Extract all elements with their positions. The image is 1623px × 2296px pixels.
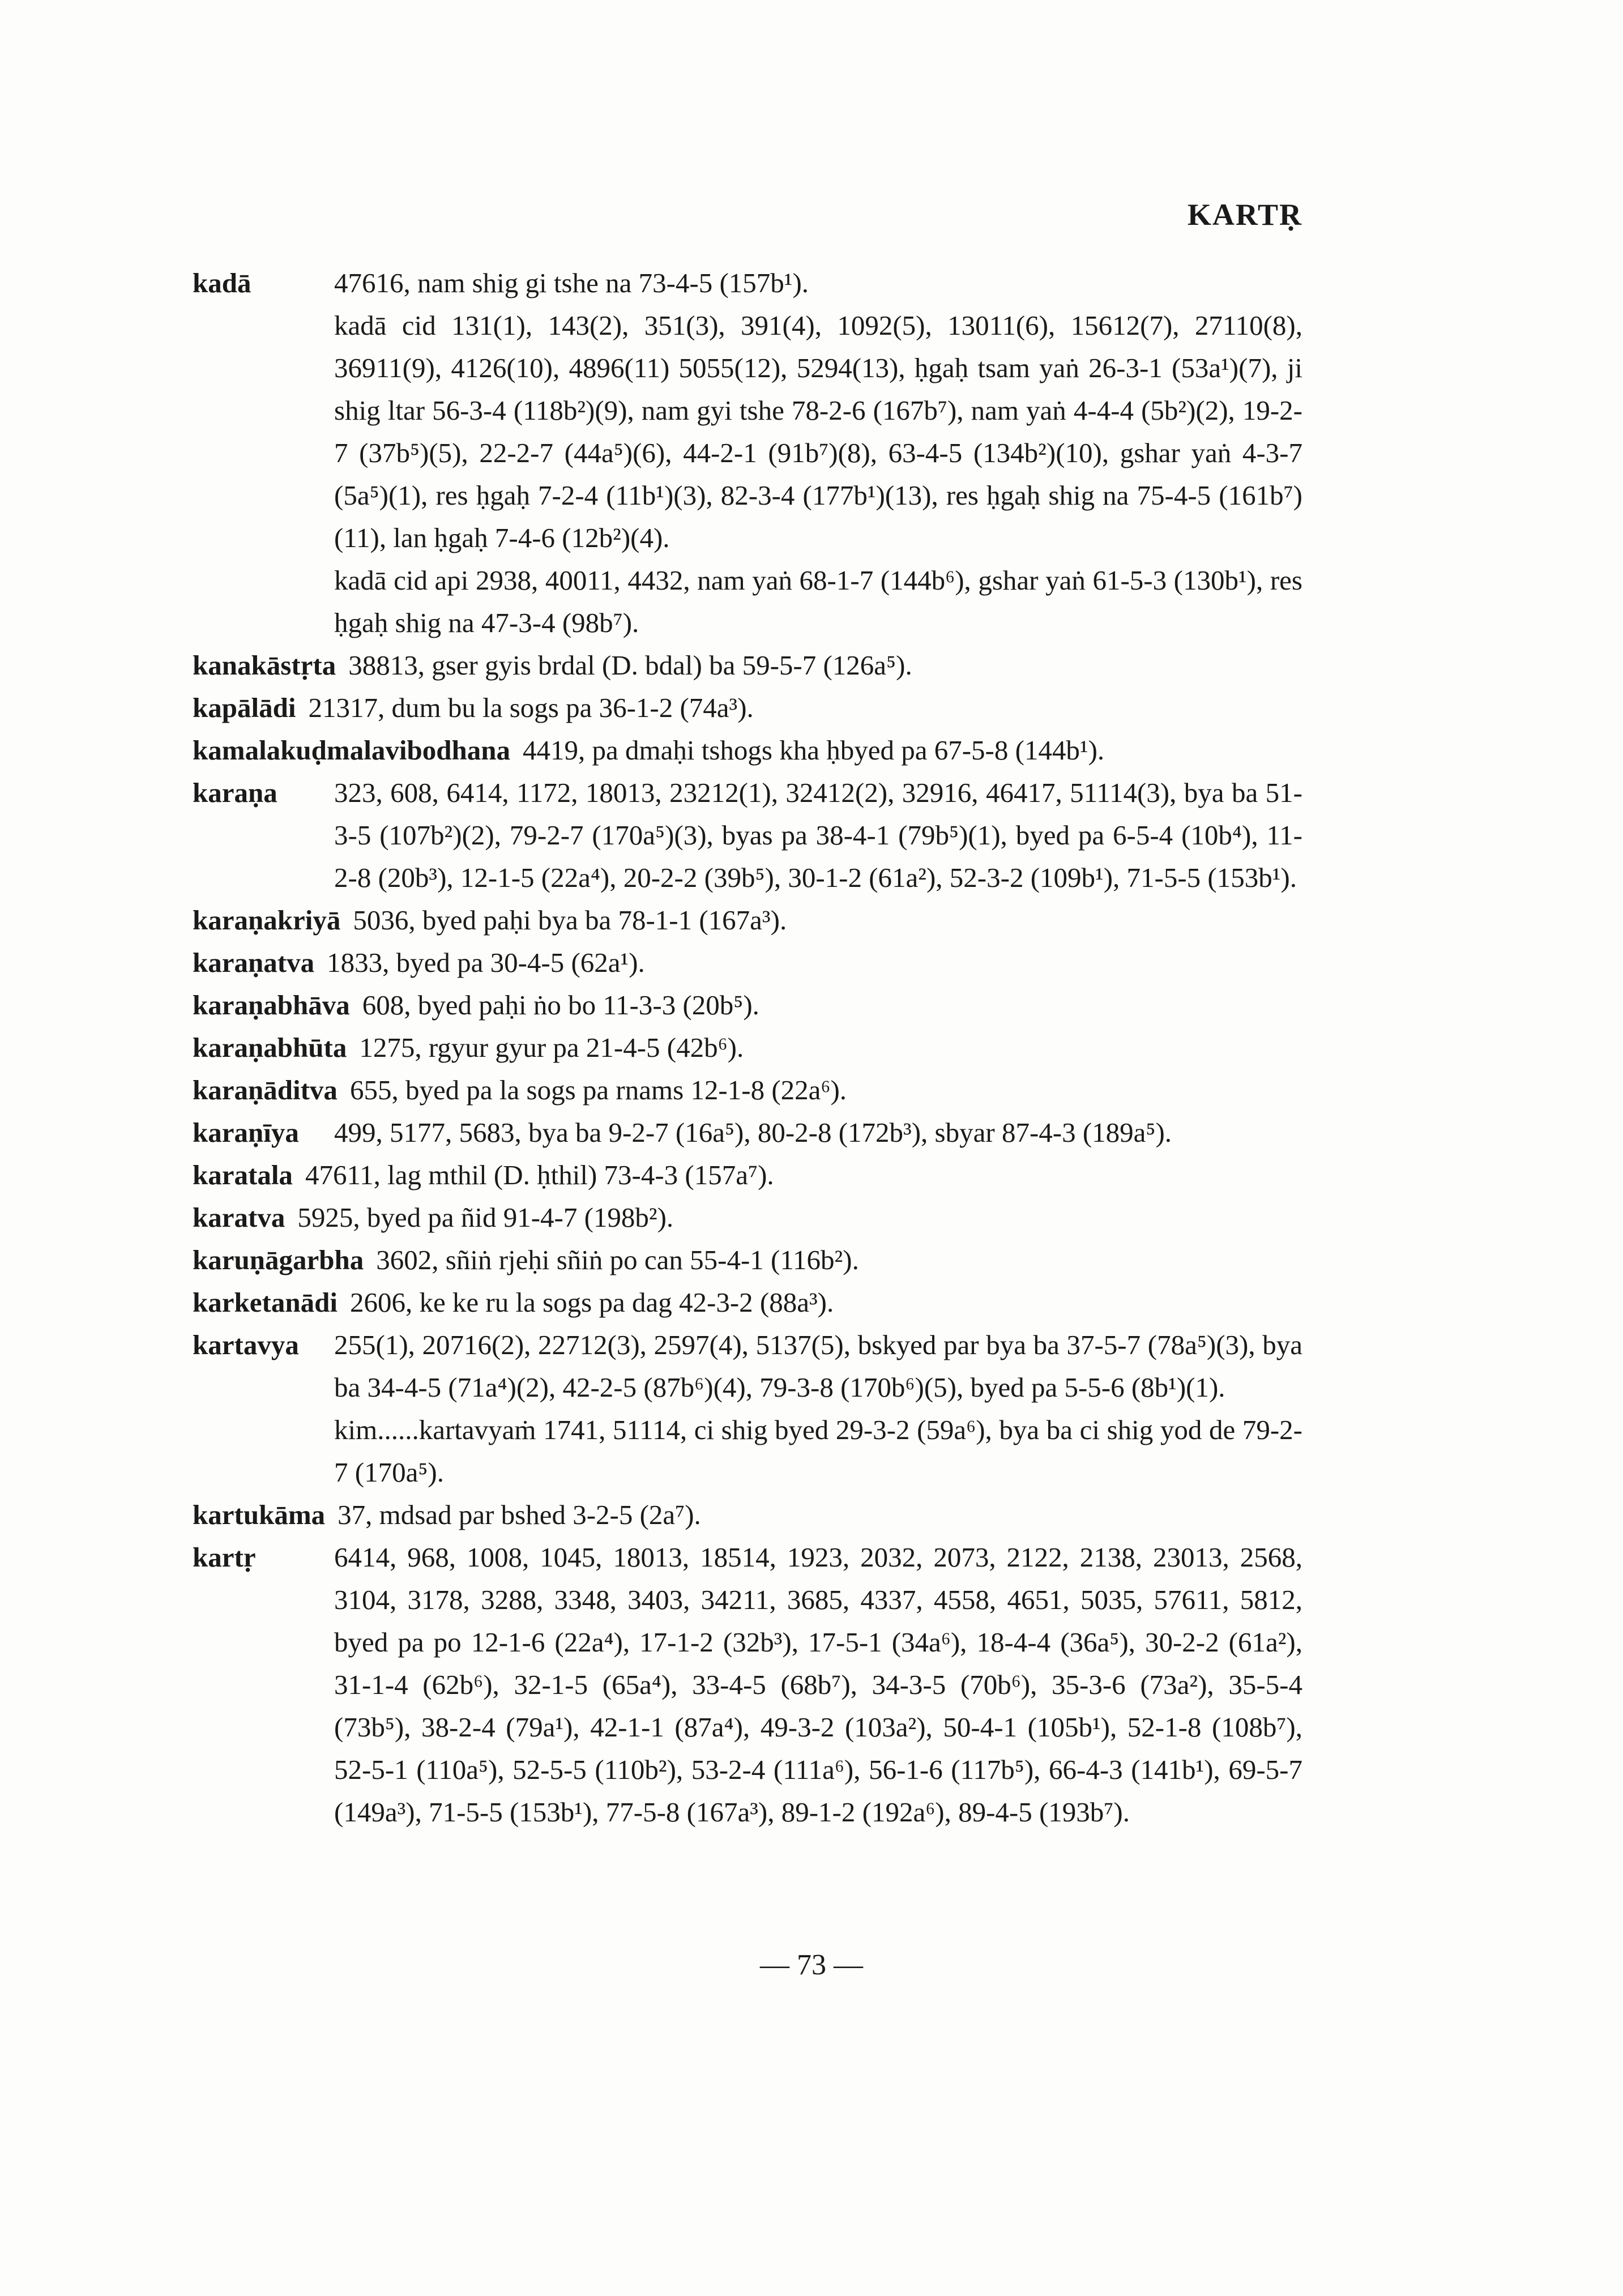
entry-text: kadā cid api 2938, 40011, 4432, nam yaṅ 68-1-7 (144b⁶), gshar yaṅ 61-5-3 (130b¹), res ḥgaḥ shig na 47-3-4 (98b⁷). xyxy=(334,565,1302,638)
entry-karaniya xyxy=(193,1111,1302,1154)
entry-karana xyxy=(193,771,1302,899)
entry-karketanadi xyxy=(193,1281,1302,1324)
entry-kartavya xyxy=(193,1324,1302,1493)
entry-term: kartavya xyxy=(193,1329,299,1360)
entry-karanabhava xyxy=(193,984,1302,1026)
entry-term: kapālādi xyxy=(193,692,296,723)
entry-text: 4419, pa dmaḥi tshogs kha ḥbyed pa 67-5-8 (144b¹). xyxy=(523,735,1105,766)
entry-text: 1833, byed pa 30-4-5 (62a¹). xyxy=(327,947,645,978)
entry-term: karaṇa xyxy=(193,777,277,808)
entry-text: 37, mdsad par bshed 3-2-5 (2a⁷). xyxy=(338,1499,701,1530)
entry-text: 47616, nam shig gi tshe na 73-4-5 (157b¹). xyxy=(334,267,809,298)
entry-term: kartṛ xyxy=(193,1542,256,1573)
entry-kapaladi xyxy=(193,686,1302,729)
running-head: KARTṚ xyxy=(1187,198,1302,232)
entry-term: karaṇakriyā xyxy=(193,904,341,936)
entry-text: 47611, lag mthil (D. ḥthil) 73-4-3 (157a⁷). xyxy=(305,1159,774,1190)
entry-term: karaṇāditva xyxy=(193,1074,338,1106)
dictionary-entries xyxy=(193,262,1302,1833)
entry-karunagarbha xyxy=(193,1239,1302,1281)
entry-term: kadā xyxy=(193,267,251,298)
entry-text: 655, byed pa la sogs pa rnams 12-1-8 (22a⁶). xyxy=(349,1074,847,1106)
entry-kartukama xyxy=(193,1493,1302,1536)
entry-text: 255(1), 20716(2), 22712(3), 2597(4), 5137(5), bskyed par bya ba 37-5-7 (78a⁵)(3), bya ba 34-4-5 (71a⁴)(2), 42-2-5 (87b⁶)(4), 79-3-8 (170b⁶)(5), byed pa 5-5-6 (8b¹)(1). xyxy=(334,1329,1302,1403)
entry-text: 323, 608, 6414, 1172, 18013, 23212(1), 32412(2), 32916, 46417, 51114(3), bya ba 51-3-5 (107b²)(2), 79-2-7 (170a⁵)(3), byas pa 38-4-1 (79b⁵)(1), byed pa 6-5-4 (10b⁴), 11-2-8 (20b³), 12-1-5 (22a⁴), 20-2-2 (39b⁵), 30-1-2 (61a²), 52-3-2 (109b¹), 71-5-5 (153b¹). xyxy=(334,777,1302,893)
entry-karanaditva xyxy=(193,1069,1302,1111)
entry-text: 5036, byed paḥi bya ba 78-1-1 (167a³). xyxy=(353,904,787,936)
entry-text: 6414, 968, 1008, 1045, 18013, 18514, 1923, 2032, 2073, 2122, 2138, 23013, 2568, 3104, 3178, 3288, 3348, 3403, 34211, 3685, 4337, 4558, 4651, 5035, 57611, 5812, byed pa po 12-1-6 (22a⁴), 17-1-2 (32b³), 17-5-1 (34a⁶), 18-4-4 (36a⁵), 30-2-2 (61a²), 31-1-4 (62b⁶), 32-1-5 (65a⁴), 33-4-5 (68b⁷), 34-3-5 (70b⁶), 35-3-6 (73a²), 35-5-4 (73b⁵), 38-2-4 (79a¹), 42-1-1 (87a⁴), 49-3-2 (103a²), 50-4-1 (105b¹), 52-1-8 (108b⁷), 52-5-1 (110a⁵), 52-5-5 (110b²), 53-2-4 (111a⁶), 56-1-6 (117b⁵), 66-4-3 (141b¹), 69-5-7 (149a³), 71-5-5 (153b¹), 77-5-8 (167a³), 89-1-2 (192a⁶), 89-4-5 (193b⁷). xyxy=(334,1542,1302,1828)
entry-karanabhuta xyxy=(193,1026,1302,1069)
entry-term: kartukāma xyxy=(193,1499,326,1530)
entry-text: 608, byed paḥi ṅo bo 11-3-3 (20b⁵). xyxy=(362,989,759,1021)
entry-term: kanakāstṛta xyxy=(193,650,336,681)
entry-text: 38813, gser gyis brdal (D. bdal) ba 59-5-7 (126a⁵). xyxy=(348,650,912,681)
entry-text: 1275, rgyur gyur pa 21-4-5 (42b⁶). xyxy=(359,1032,744,1063)
entry-term: karaṇatva xyxy=(193,947,315,978)
entry-text: 5925, byed pa ñid 91-4-7 (198b²). xyxy=(297,1202,674,1233)
entry-text: 3602, sñiṅ rjeḥi sñiṅ po can 55-4-1 (116b²). xyxy=(376,1244,859,1275)
entry-term: karatva xyxy=(193,1202,285,1233)
entry-term: karaṇabhāva xyxy=(193,989,350,1021)
entry-text: 2606, ke ke ru la sogs pa dag 42-3-2 (88a³). xyxy=(349,1287,834,1318)
entry-term: kamalakuḍmalavibodhana xyxy=(193,735,510,766)
entry-kanakastrta xyxy=(193,644,1302,686)
entry-kamalakudmalavibodhana xyxy=(193,729,1302,771)
page-number: — 73 — xyxy=(760,1949,863,1981)
entry-text: 499, 5177, 5683, bya ba 9-2-7 (16a⁵), 80-2-8 (172b³), sbyar 87-4-3 (189a⁵). xyxy=(334,1117,1172,1148)
entry-term: karuṇāgarbha xyxy=(193,1244,364,1275)
entry-karanatva xyxy=(193,941,1302,984)
entry-karanakriya xyxy=(193,899,1302,941)
entry-text: kadā cid 131(1), 143(2), 351(3), 391(4), 1092(5), 13011(6), 15612(7), 27110(8), 36911(9), 4126(10), 4896(11) 5055(12), 5294(13), ḥgaḥ tsam yaṅ 26-3-1 (53a¹)(7), ji shig ltar 56-3-4 (118b²)(9), nam gyi tshe 78-2-6 (167b⁷), nam yaṅ 4-4-4 (5b²)(2), 19-2-7 (37b⁵)(5), 22-2-7 (44a⁵)(6), 44-2-1 (91b⁷)(8), 63-4-5 (134b²)(10), gshar yaṅ 4-3-7 (5a⁵)(1), res ḥgaḥ 7-2-4 (11b¹)(3), 82-3-4 (177b¹)(13), res ḥgaḥ shig na 75-4-5 (161b⁷)(11), lan ḥgaḥ 7-4-6 (12b²)(4). xyxy=(334,310,1302,553)
entry-kartr xyxy=(193,1536,1302,1833)
entry-text: 21317, dum bu la sogs pa 36-1-2 (74a³). xyxy=(308,692,754,723)
entry-text: kim......kartavyaṁ 1741, 51114, ci shig byed 29-3-2 (59a⁶), bya ba ci shig yod de 79-2-7 (170a⁵). xyxy=(334,1414,1302,1488)
entry-kada xyxy=(193,262,1302,644)
entry-term: karaṇīya xyxy=(193,1117,299,1148)
entry-term: karatala xyxy=(193,1159,293,1190)
entry-term: karketanādi xyxy=(193,1287,338,1318)
entry-term: karaṇabhūta xyxy=(193,1032,347,1063)
entry-karatala xyxy=(193,1154,1302,1196)
entry-karatva xyxy=(193,1196,1302,1239)
